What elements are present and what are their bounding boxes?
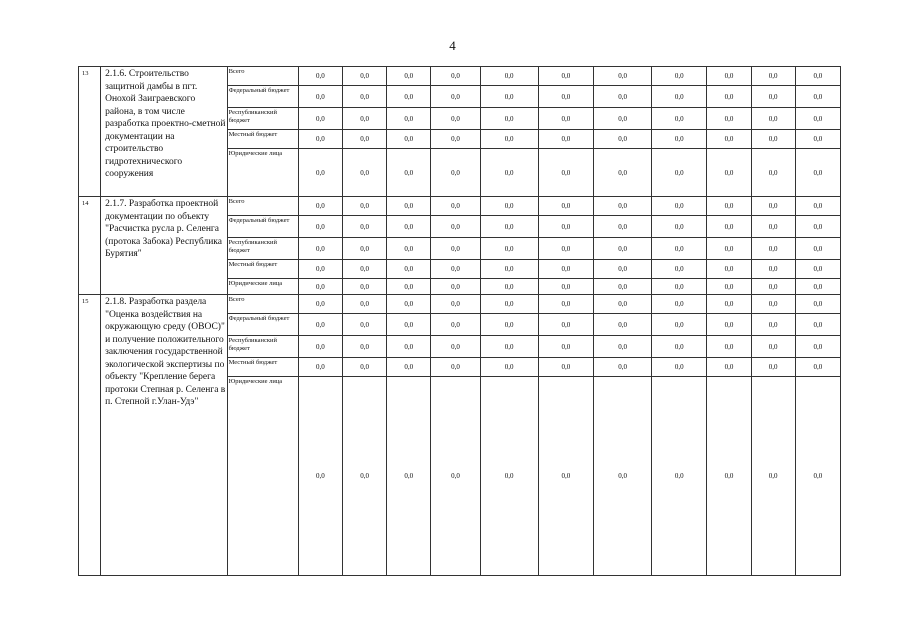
value-cell: 0,0 xyxy=(387,314,431,336)
value-cell: 0,0 xyxy=(751,295,795,314)
funding-source: Местный бюджет xyxy=(227,130,298,149)
value-cell: 0,0 xyxy=(431,197,480,216)
value-cell: 0,0 xyxy=(387,377,431,576)
value-cell: 0,0 xyxy=(751,108,795,130)
value-cell: 0,0 xyxy=(751,336,795,358)
value-cell: 0,0 xyxy=(343,238,387,260)
value-cell: 0,0 xyxy=(480,216,538,238)
value-cell: 0,0 xyxy=(652,238,707,260)
value-cell: 0,0 xyxy=(480,358,538,377)
value-cell: 0,0 xyxy=(387,108,431,130)
value-cell: 0,0 xyxy=(298,130,342,149)
value-cell: 0,0 xyxy=(593,279,651,295)
value-cell: 0,0 xyxy=(431,149,480,197)
value-cell: 0,0 xyxy=(707,238,751,260)
value-cell: 0,0 xyxy=(593,295,651,314)
value-cell: 0,0 xyxy=(298,314,342,336)
value-cell: 0,0 xyxy=(298,358,342,377)
measure-name: 2.1.8. Разработка раздела "Оценка воздействия на окружающую среду (ОВОС)" и получение положительного заключения государственной экологической экспертизы по объекту "Крепление берега протоки Степная р. Селенга в п. Степной г.Улан-Удэ" xyxy=(101,295,227,576)
value-cell: 0,0 xyxy=(707,279,751,295)
value-cell: 0,0 xyxy=(593,336,651,358)
value-cell: 0,0 xyxy=(343,86,387,108)
value-cell: 0,0 xyxy=(751,260,795,279)
value-cell: 0,0 xyxy=(652,314,707,336)
value-cell: 0,0 xyxy=(751,238,795,260)
value-cell: 0,0 xyxy=(480,86,538,108)
value-cell: 0,0 xyxy=(652,216,707,238)
value-cell: 0,0 xyxy=(298,295,342,314)
value-cell: 0,0 xyxy=(652,295,707,314)
funding-source: Местный бюджет xyxy=(227,358,298,377)
value-cell: 0,0 xyxy=(480,314,538,336)
value-cell: 0,0 xyxy=(707,67,751,86)
value-cell: 0,0 xyxy=(298,377,342,576)
value-cell: 0,0 xyxy=(538,238,593,260)
value-cell: 0,0 xyxy=(593,86,651,108)
value-cell: 0,0 xyxy=(431,216,480,238)
table-row xyxy=(79,67,841,86)
value-cell: 0,0 xyxy=(480,67,538,86)
value-cell: 0,0 xyxy=(538,86,593,108)
value-cell: 0,0 xyxy=(593,197,651,216)
value-cell: 0,0 xyxy=(387,336,431,358)
value-cell: 0,0 xyxy=(298,67,342,86)
value-cell: 0,0 xyxy=(652,149,707,197)
value-cell: 0,0 xyxy=(795,314,840,336)
value-cell: 0,0 xyxy=(707,314,751,336)
value-cell: 0,0 xyxy=(431,67,480,86)
value-cell: 0,0 xyxy=(652,279,707,295)
value-cell: 0,0 xyxy=(431,86,480,108)
value-cell: 0,0 xyxy=(795,260,840,279)
value-cell: 0,0 xyxy=(795,197,840,216)
value-cell: 0,0 xyxy=(707,295,751,314)
value-cell: 0,0 xyxy=(480,108,538,130)
value-cell: 0,0 xyxy=(431,377,480,576)
value-cell: 0,0 xyxy=(707,336,751,358)
value-cell: 0,0 xyxy=(795,86,840,108)
value-cell: 0,0 xyxy=(593,314,651,336)
funding-source: Всего xyxy=(227,295,298,314)
value-cell: 0,0 xyxy=(538,67,593,86)
value-cell: 0,0 xyxy=(652,377,707,576)
value-cell: 0,0 xyxy=(538,279,593,295)
value-cell: 0,0 xyxy=(480,149,538,197)
value-cell: 0,0 xyxy=(795,216,840,238)
value-cell: 0,0 xyxy=(343,336,387,358)
value-cell: 0,0 xyxy=(751,216,795,238)
value-cell: 0,0 xyxy=(387,358,431,377)
value-cell: 0,0 xyxy=(538,314,593,336)
value-cell: 0,0 xyxy=(593,216,651,238)
funding-source: Юридические лица xyxy=(227,149,298,197)
value-cell: 0,0 xyxy=(707,130,751,149)
value-cell: 0,0 xyxy=(480,130,538,149)
value-cell: 0,0 xyxy=(751,67,795,86)
value-cell: 0,0 xyxy=(387,67,431,86)
budget-table xyxy=(78,66,841,576)
value-cell: 0,0 xyxy=(480,295,538,314)
value-cell: 0,0 xyxy=(480,377,538,576)
value-cell: 0,0 xyxy=(298,336,342,358)
value-cell: 0,0 xyxy=(652,197,707,216)
value-cell: 0,0 xyxy=(431,238,480,260)
value-cell: 0,0 xyxy=(795,238,840,260)
value-cell: 0,0 xyxy=(652,260,707,279)
value-cell: 0,0 xyxy=(480,260,538,279)
measure-name: 2.1.6. Строительство защитной дамбы в пгт. Онохой Заиграевского района, в том числе разработка проектно-сметной документации на строительство гидротехнического сооружения xyxy=(101,67,227,197)
value-cell: 0,0 xyxy=(343,279,387,295)
value-cell: 0,0 xyxy=(343,295,387,314)
funding-source: Республиканский бюджет xyxy=(227,336,298,358)
table-row xyxy=(79,197,841,216)
funding-source: Республиканский бюджет xyxy=(227,238,298,260)
value-cell: 0,0 xyxy=(387,86,431,108)
value-cell: 0,0 xyxy=(593,377,651,576)
value-cell: 0,0 xyxy=(343,197,387,216)
value-cell: 0,0 xyxy=(652,130,707,149)
value-cell: 0,0 xyxy=(387,197,431,216)
value-cell: 0,0 xyxy=(538,295,593,314)
value-cell: 0,0 xyxy=(652,336,707,358)
value-cell: 0,0 xyxy=(751,149,795,197)
value-cell: 0,0 xyxy=(707,197,751,216)
value-cell: 0,0 xyxy=(538,149,593,197)
row-number: 13 xyxy=(79,67,101,197)
value-cell: 0,0 xyxy=(538,377,593,576)
value-cell: 0,0 xyxy=(795,295,840,314)
funding-source: Юридические лица xyxy=(227,377,298,576)
value-cell: 0,0 xyxy=(707,260,751,279)
value-cell: 0,0 xyxy=(480,336,538,358)
value-cell: 0,0 xyxy=(480,279,538,295)
row-number: 15 xyxy=(79,295,101,576)
funding-source: Всего xyxy=(227,67,298,86)
funding-source: Всего xyxy=(227,197,298,216)
value-cell: 0,0 xyxy=(652,108,707,130)
value-cell: 0,0 xyxy=(751,377,795,576)
value-cell: 0,0 xyxy=(795,149,840,197)
value-cell: 0,0 xyxy=(298,279,342,295)
value-cell: 0,0 xyxy=(387,260,431,279)
value-cell: 0,0 xyxy=(298,197,342,216)
value-cell: 0,0 xyxy=(343,314,387,336)
value-cell: 0,0 xyxy=(652,358,707,377)
value-cell: 0,0 xyxy=(593,260,651,279)
value-cell: 0,0 xyxy=(298,149,342,197)
measure-name: 2.1.7. Разработка проектной документации по объекту "Расчистка русла р. Селенга (протока Забока) Республика Бурятия" xyxy=(101,197,227,295)
funding-source: Федеральный бюджет xyxy=(227,216,298,238)
value-cell: 0,0 xyxy=(707,377,751,576)
value-cell: 0,0 xyxy=(343,149,387,197)
value-cell: 0,0 xyxy=(298,260,342,279)
value-cell: 0,0 xyxy=(795,67,840,86)
page-number: 4 xyxy=(449,38,456,53)
value-cell: 0,0 xyxy=(707,358,751,377)
value-cell: 0,0 xyxy=(343,67,387,86)
value-cell: 0,0 xyxy=(795,279,840,295)
value-cell: 0,0 xyxy=(387,130,431,149)
funding-source: Республиканский бюджет xyxy=(227,108,298,130)
value-cell: 0,0 xyxy=(652,67,707,86)
value-cell: 0,0 xyxy=(343,130,387,149)
value-cell: 0,0 xyxy=(431,279,480,295)
value-cell: 0,0 xyxy=(431,358,480,377)
value-cell: 0,0 xyxy=(652,86,707,108)
table-body xyxy=(79,67,841,576)
value-cell: 0,0 xyxy=(593,149,651,197)
value-cell: 0,0 xyxy=(538,358,593,377)
value-cell: 0,0 xyxy=(707,108,751,130)
value-cell: 0,0 xyxy=(795,377,840,576)
value-cell: 0,0 xyxy=(387,216,431,238)
value-cell: 0,0 xyxy=(343,108,387,130)
value-cell: 0,0 xyxy=(795,336,840,358)
value-cell: 0,0 xyxy=(751,279,795,295)
funding-source: Федеральный бюджет xyxy=(227,86,298,108)
value-cell: 0,0 xyxy=(343,377,387,576)
value-cell: 0,0 xyxy=(751,130,795,149)
funding-source: Местный бюджет xyxy=(227,260,298,279)
value-cell: 0,0 xyxy=(298,216,342,238)
value-cell: 0,0 xyxy=(343,216,387,238)
value-cell: 0,0 xyxy=(751,86,795,108)
value-cell: 0,0 xyxy=(751,358,795,377)
value-cell: 0,0 xyxy=(538,260,593,279)
value-cell: 0,0 xyxy=(431,336,480,358)
value-cell: 0,0 xyxy=(480,238,538,260)
row-number: 14 xyxy=(79,197,101,295)
value-cell: 0,0 xyxy=(538,130,593,149)
value-cell: 0,0 xyxy=(431,314,480,336)
value-cell: 0,0 xyxy=(707,149,751,197)
value-cell: 0,0 xyxy=(431,108,480,130)
value-cell: 0,0 xyxy=(538,108,593,130)
value-cell: 0,0 xyxy=(593,238,651,260)
value-cell: 0,0 xyxy=(298,108,342,130)
funding-source: Федеральный бюджет xyxy=(227,314,298,336)
value-cell: 0,0 xyxy=(593,130,651,149)
value-cell: 0,0 xyxy=(593,67,651,86)
value-cell: 0,0 xyxy=(480,197,538,216)
table-row xyxy=(79,295,841,314)
value-cell: 0,0 xyxy=(538,197,593,216)
value-cell: 0,0 xyxy=(387,279,431,295)
value-cell: 0,0 xyxy=(343,358,387,377)
value-cell: 0,0 xyxy=(707,216,751,238)
value-cell: 0,0 xyxy=(707,86,751,108)
value-cell: 0,0 xyxy=(387,295,431,314)
value-cell: 0,0 xyxy=(298,86,342,108)
value-cell: 0,0 xyxy=(593,108,651,130)
value-cell: 0,0 xyxy=(387,149,431,197)
value-cell: 0,0 xyxy=(431,130,480,149)
value-cell: 0,0 xyxy=(795,358,840,377)
value-cell: 0,0 xyxy=(538,216,593,238)
funding-source: Юридические лица xyxy=(227,279,298,295)
value-cell: 0,0 xyxy=(593,358,651,377)
value-cell: 0,0 xyxy=(751,197,795,216)
value-cell: 0,0 xyxy=(538,336,593,358)
value-cell: 0,0 xyxy=(431,295,480,314)
value-cell: 0,0 xyxy=(343,260,387,279)
value-cell: 0,0 xyxy=(431,260,480,279)
value-cell: 0,0 xyxy=(795,108,840,130)
value-cell: 0,0 xyxy=(298,238,342,260)
value-cell: 0,0 xyxy=(795,130,840,149)
value-cell: 0,0 xyxy=(751,314,795,336)
value-cell: 0,0 xyxy=(387,238,431,260)
